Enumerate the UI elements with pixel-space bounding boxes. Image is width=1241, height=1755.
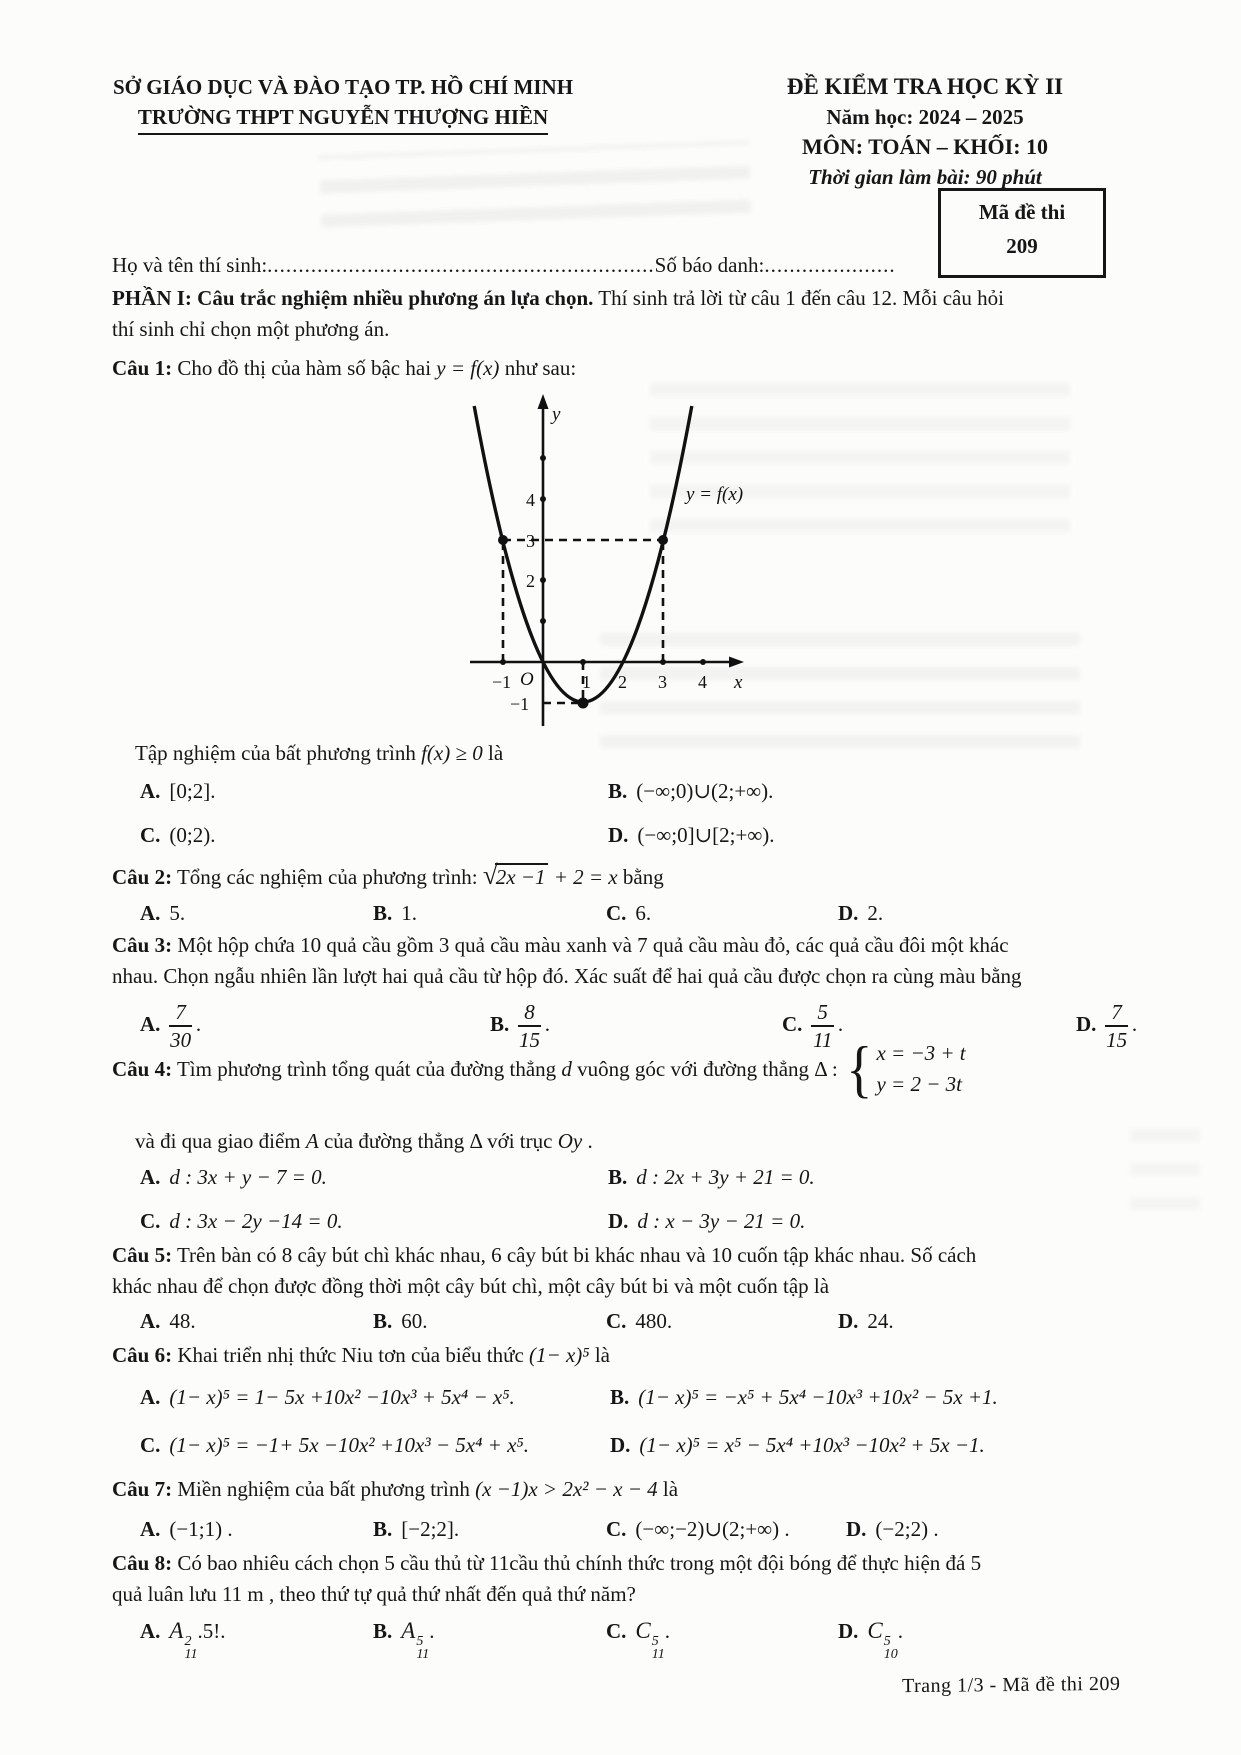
q3-line2: nhau. Chọn ngẫu nhiên lần lượt hai quả cầu từ hộp đó. Xác suất để hai quả cầu được chọn ra cùng màu bằng bbox=[112, 964, 1022, 988]
q1-text: Cho đồ thị của hàm số bậc hai bbox=[172, 356, 437, 380]
option-text: d : x − 3y − 21 = 0. bbox=[637, 1209, 806, 1233]
origin-label: O bbox=[520, 669, 534, 690]
x-tick-3: 3 bbox=[658, 672, 667, 692]
q1-option-c bbox=[140, 822, 216, 848]
q6-post: là bbox=[589, 1343, 610, 1367]
school-year: Năm học: 2024 – 2025 bbox=[826, 105, 1024, 129]
q2-option-b bbox=[373, 900, 417, 926]
q5-label: Câu 5: bbox=[112, 1243, 173, 1267]
option-period: . bbox=[837, 1011, 844, 1036]
q4-title bbox=[112, 1033, 966, 1104]
q4-option-d bbox=[608, 1208, 805, 1234]
q2-title bbox=[112, 862, 664, 890]
option-key: B. bbox=[373, 1619, 393, 1643]
q7-option-b bbox=[373, 1516, 459, 1542]
option-key: A. bbox=[140, 901, 161, 925]
option-text: (0;2). bbox=[169, 823, 216, 847]
option-key: B. bbox=[490, 1011, 510, 1036]
x-axis-arrow bbox=[729, 657, 744, 668]
q8-option-d bbox=[838, 1618, 903, 1661]
q8-line1: Có bao nhiêu cách chọn 5 cầu thủ từ 11cầu thủ chính thức trong một đội bóng để thực hiện đá 5 bbox=[172, 1551, 982, 1575]
y-axis-label: y bbox=[552, 404, 561, 425]
option-key: C. bbox=[606, 901, 627, 925]
q3-option-d bbox=[1076, 1000, 1137, 1052]
q8-option-a bbox=[140, 1618, 225, 1661]
student-id-label: Số báo danh: bbox=[654, 253, 765, 277]
department-name: SỞ GIÁO DỤC VÀ ĐÀO TẠO TP. HỒ CHÍ MINH bbox=[112, 75, 574, 99]
option-key: B. bbox=[608, 779, 628, 803]
exam-code-box bbox=[938, 188, 1106, 278]
q4-line2-pre: và đi qua giao điểm bbox=[135, 1129, 306, 1153]
option-period: . bbox=[195, 1011, 202, 1036]
q7-pre: Miền nghiệm của bất phương trình bbox=[172, 1477, 476, 1501]
header-right bbox=[700, 72, 1150, 192]
system-brace: { bbox=[846, 1033, 873, 1104]
option-key: B. bbox=[610, 1385, 630, 1409]
option-text: 60. bbox=[401, 1309, 428, 1333]
q2-label: Câu 2: bbox=[112, 865, 173, 889]
option-text: (−∞;0]∪[2;+∞). bbox=[637, 823, 775, 847]
x-tick-2: 2 bbox=[618, 672, 627, 692]
q6-option-c bbox=[140, 1432, 529, 1458]
option-text: 24. bbox=[867, 1309, 894, 1333]
option-suffix: . bbox=[897, 1619, 904, 1643]
page-number: Trang 1/3 - Mã đề thi 209 bbox=[901, 1672, 1121, 1698]
option-key: D. bbox=[608, 1209, 629, 1233]
x-tick-1: 1 bbox=[582, 672, 591, 692]
superscript: 5 bbox=[416, 1634, 424, 1649]
option-key: B. bbox=[373, 1517, 393, 1541]
option-key: B. bbox=[373, 1309, 393, 1333]
part1-rest: Thí sinh trả lời từ câu 1 đến câu 12. Mỗi câu hỏi bbox=[593, 286, 1004, 310]
student-name-label: Họ và tên thí sinh: bbox=[112, 253, 268, 277]
q1-math: y = f(x) bbox=[436, 356, 500, 380]
option-text: d : 3x + y − 7 = 0. bbox=[169, 1165, 327, 1189]
option-text: (−2;2) . bbox=[875, 1517, 939, 1541]
option-text: (−∞;0)∪(2;+∞). bbox=[636, 779, 774, 803]
option-text: 6. bbox=[635, 901, 652, 925]
option-suffix: .5!. bbox=[197, 1619, 226, 1643]
q7-option-d bbox=[846, 1516, 939, 1542]
q1-question-post: là bbox=[482, 741, 504, 765]
q4-point-A: A bbox=[305, 1129, 319, 1153]
q1-question-math: f(x) ≥ 0 bbox=[421, 741, 483, 765]
duration: Thời gian làm bài: 90 phút bbox=[808, 165, 1042, 189]
q1-question bbox=[135, 740, 503, 766]
fraction-numerator: 5 bbox=[811, 1000, 834, 1027]
option-text: 5. bbox=[169, 901, 186, 925]
q1-figure bbox=[458, 388, 780, 742]
part1-line2: thí sinh chỉ chọn một phương án. bbox=[112, 317, 390, 341]
exam-code-value: 209 bbox=[1006, 234, 1038, 258]
id-dotted-leader: ..................... bbox=[764, 253, 896, 277]
q4-sys-line1: x = −3 + t bbox=[876, 1041, 966, 1065]
option-key: A. bbox=[140, 1309, 161, 1333]
q1-title bbox=[112, 355, 576, 381]
q6-option-a bbox=[140, 1384, 515, 1410]
q4-d: d bbox=[561, 1057, 572, 1081]
q5-option-b bbox=[373, 1308, 428, 1334]
q4-Oy: Oy bbox=[557, 1129, 583, 1153]
parabola-curve bbox=[474, 406, 692, 702]
fraction-denominator: 30 bbox=[170, 1028, 192, 1052]
q4-option-c bbox=[140, 1208, 343, 1234]
combinatoric-base: A bbox=[401, 1618, 416, 1643]
combinatoric-base: A bbox=[169, 1618, 184, 1643]
q8-title bbox=[112, 1548, 1187, 1610]
school-name: TRƯỜNG THPT NGUYỄN THƯỢNG HIỀN bbox=[138, 102, 548, 135]
option-key: A. bbox=[140, 1517, 161, 1541]
option-suffix: . bbox=[429, 1619, 435, 1643]
q4-line2-mid: của đường thẳng bbox=[318, 1129, 470, 1153]
option-key: C. bbox=[140, 1209, 161, 1233]
y-axis-arrow bbox=[538, 394, 549, 409]
q1-question-pre: Tập nghiệm của bất phương trình bbox=[135, 741, 422, 765]
q8-line2: quả luân lưu 11 m , theo thứ tự quả thứ nhất đến quả thứ năm? bbox=[112, 1582, 636, 1606]
y-tick-2: 2 bbox=[526, 571, 535, 591]
y-tick-4: 4 bbox=[526, 490, 535, 510]
exam-code-label: Mã đề thi bbox=[978, 200, 1066, 224]
fraction-denominator: 11 bbox=[812, 1028, 833, 1052]
q7-option-a bbox=[140, 1516, 233, 1542]
q4-system bbox=[876, 1038, 965, 1100]
option-text: [0;2]. bbox=[169, 779, 216, 803]
fraction-numerator: 8 bbox=[518, 1000, 541, 1027]
radical-sign: √ bbox=[482, 860, 498, 890]
option-key: D. bbox=[610, 1433, 631, 1457]
q4-label: Câu 4: bbox=[112, 1057, 173, 1081]
fraction-numerator: 7 bbox=[1105, 1000, 1128, 1027]
q4-option-b bbox=[608, 1164, 815, 1190]
header-left bbox=[100, 72, 586, 135]
q7-title bbox=[112, 1476, 678, 1502]
superscript: 5 bbox=[651, 1634, 659, 1649]
q5-title bbox=[112, 1240, 1187, 1302]
student-line bbox=[112, 252, 896, 278]
q2-sqrt-content: 2x −1 bbox=[495, 863, 549, 889]
q4-option-a bbox=[140, 1164, 327, 1190]
option-key: D. bbox=[838, 901, 859, 925]
option-key: A. bbox=[140, 1165, 161, 1189]
y-tick--1: −1 bbox=[510, 694, 530, 714]
scan-artifact bbox=[319, 141, 751, 228]
option-text: (−1;1) . bbox=[169, 1517, 233, 1541]
option-text: 1. bbox=[401, 901, 418, 925]
q5-option-c bbox=[606, 1308, 672, 1334]
option-key: A. bbox=[140, 1619, 161, 1643]
q1-option-b bbox=[608, 778, 773, 804]
q1-label: Câu 1: bbox=[112, 356, 173, 380]
q2-option-d bbox=[838, 900, 883, 926]
x-axis-label: x bbox=[734, 672, 743, 693]
option-text: 2. bbox=[867, 901, 884, 925]
option-key: B. bbox=[373, 901, 393, 925]
option-key: A. bbox=[140, 779, 161, 803]
option-text: (1− x)⁵ = −x⁵ + 5x⁴ −10x³ +10x² − 5x +1. bbox=[638, 1385, 998, 1409]
q6-option-d bbox=[610, 1432, 985, 1458]
option-key: C. bbox=[782, 1011, 803, 1036]
option-text: (1− x)⁵ = x⁵ − 5x⁴ +10x³ −10x² + 5x −1. bbox=[639, 1433, 985, 1457]
option-key: D. bbox=[1076, 1011, 1097, 1036]
q7-option-c bbox=[606, 1516, 790, 1542]
combinatoric-base: C bbox=[635, 1618, 651, 1643]
x-tick-4: 4 bbox=[698, 672, 707, 692]
q2-option-c bbox=[606, 900, 651, 926]
q6-pre: Khai triển nhị thức Niu tơn của biểu thức bbox=[172, 1343, 530, 1367]
y-tick-3: 3 bbox=[526, 531, 535, 551]
superscript: 5 bbox=[883, 1634, 891, 1649]
option-key: A. bbox=[140, 1385, 161, 1409]
q2-pre: Tổng các nghiệm của phương trình: bbox=[172, 865, 483, 889]
option-text: 480. bbox=[635, 1309, 673, 1333]
option-key: B. bbox=[608, 1165, 628, 1189]
option-key: D. bbox=[838, 1619, 859, 1643]
subject-grade: MÔN: TOÁN – KHỐI: 10 bbox=[801, 134, 1049, 159]
option-key: C. bbox=[140, 1433, 161, 1457]
page-footer bbox=[902, 1671, 1121, 1699]
option-key: C. bbox=[140, 823, 161, 847]
option-text: 48. bbox=[169, 1309, 196, 1333]
scan-artifact bbox=[1130, 1115, 1200, 1210]
q3-line1: Một hộp chứa 10 quả cầu gồm 3 quả cầu màu xanh và 7 quả cầu màu đỏ, các quả cầu đôi một khác bbox=[172, 933, 1009, 957]
q5-option-d bbox=[838, 1308, 894, 1334]
superscript: 2 bbox=[184, 1634, 192, 1649]
q4-line2-delta: Δ bbox=[469, 1129, 482, 1153]
option-text: [−2;2]. bbox=[401, 1517, 460, 1541]
q4-line2-end: . bbox=[582, 1129, 593, 1153]
option-text: (−∞;−2)∪(2;+∞) . bbox=[635, 1517, 790, 1541]
q7-label: Câu 7: bbox=[112, 1477, 173, 1501]
option-key: C. bbox=[606, 1517, 627, 1541]
q8-option-c bbox=[606, 1618, 670, 1661]
option-key: A. bbox=[140, 1011, 161, 1036]
option-period: . bbox=[1131, 1011, 1138, 1036]
option-text: d : 3x − 2y −14 = 0. bbox=[169, 1209, 343, 1233]
option-text: (1− x)⁵ = 1− 5x +10x² −10x³ + 5x⁴ − x⁵. bbox=[169, 1385, 515, 1409]
q1-option-a bbox=[140, 778, 216, 804]
q1-option-d bbox=[608, 822, 775, 848]
q2-post: + 2 = x bbox=[548, 865, 618, 889]
q4-sys-line2: y = 2 − 3t bbox=[876, 1072, 962, 1096]
q3-title bbox=[112, 930, 1187, 992]
parabola-graph bbox=[458, 388, 780, 736]
option-key: D. bbox=[608, 823, 629, 847]
combinatoric-base: C bbox=[867, 1618, 883, 1643]
q1-text2: như sau: bbox=[499, 356, 577, 380]
option-key: C. bbox=[606, 1619, 627, 1643]
q5-line2: khác nhau để chọn được đồng thời một cây bút chì, một cây bút bi và một cuốn tập là bbox=[112, 1274, 830, 1298]
q4-mid: vuông góc với đường thẳng bbox=[571, 1057, 815, 1081]
option-period: . bbox=[544, 1011, 551, 1036]
q3-label: Câu 3: bbox=[112, 933, 173, 957]
q4-line2-mid2: với trục bbox=[481, 1129, 558, 1153]
option-text: (1− x)⁵ = −1+ 5x −10x² +10x³ − 5x⁴ + x⁵. bbox=[169, 1433, 529, 1457]
q5-option-a bbox=[140, 1308, 196, 1334]
fraction-denominator: 15 bbox=[1106, 1028, 1128, 1052]
subscript: 11 bbox=[184, 1647, 198, 1662]
q6-label: Câu 6: bbox=[112, 1343, 173, 1367]
part1-instructions bbox=[112, 283, 1187, 345]
q7-expr: (x −1)x > 2x² − x − 4 bbox=[475, 1477, 658, 1501]
exam-title: ĐỀ KIỂM TRA HỌC KỲ II bbox=[786, 74, 1064, 99]
fraction-denominator: 15 bbox=[519, 1028, 541, 1052]
name-dotted-leader: .............................................................. bbox=[267, 253, 655, 277]
fraction-numerator: 7 bbox=[169, 1000, 192, 1027]
subscript: 10 bbox=[883, 1647, 898, 1662]
part1-heading: PHẦN I: Câu trắc nghiệm nhiều phương án lựa chọn. bbox=[112, 286, 594, 310]
q4-pre: Tìm phương trình tổng quát của đường thẳng bbox=[172, 1057, 562, 1081]
q8-option-b bbox=[373, 1618, 435, 1661]
q7-post: là bbox=[657, 1477, 679, 1501]
q2-option-a bbox=[140, 900, 185, 926]
option-key: D. bbox=[838, 1309, 859, 1333]
curve-label: y = f(x) bbox=[686, 484, 744, 505]
q5-line1: Trên bàn có 8 cây bút chì khác nhau, 6 cây bút bi khác nhau và 10 cuốn tập khác nhau. Số cách bbox=[172, 1243, 977, 1267]
q8-label: Câu 8: bbox=[112, 1551, 173, 1575]
q4-delta: Δ : bbox=[814, 1057, 838, 1081]
q6-title bbox=[112, 1342, 610, 1368]
q4-line2 bbox=[135, 1128, 593, 1154]
option-key: D. bbox=[846, 1517, 867, 1541]
option-text: d : 2x + 3y + 21 = 0. bbox=[636, 1165, 815, 1189]
q6-option-b bbox=[610, 1384, 998, 1410]
q6-expr: (1− x)⁵ bbox=[529, 1343, 590, 1367]
option-key: C. bbox=[606, 1309, 627, 1333]
q2-post2: bằng bbox=[617, 865, 664, 889]
option-suffix: . bbox=[664, 1619, 670, 1643]
x-tick--1: −1 bbox=[492, 672, 512, 692]
subscript: 11 bbox=[651, 1647, 665, 1662]
subscript: 11 bbox=[416, 1647, 430, 1662]
